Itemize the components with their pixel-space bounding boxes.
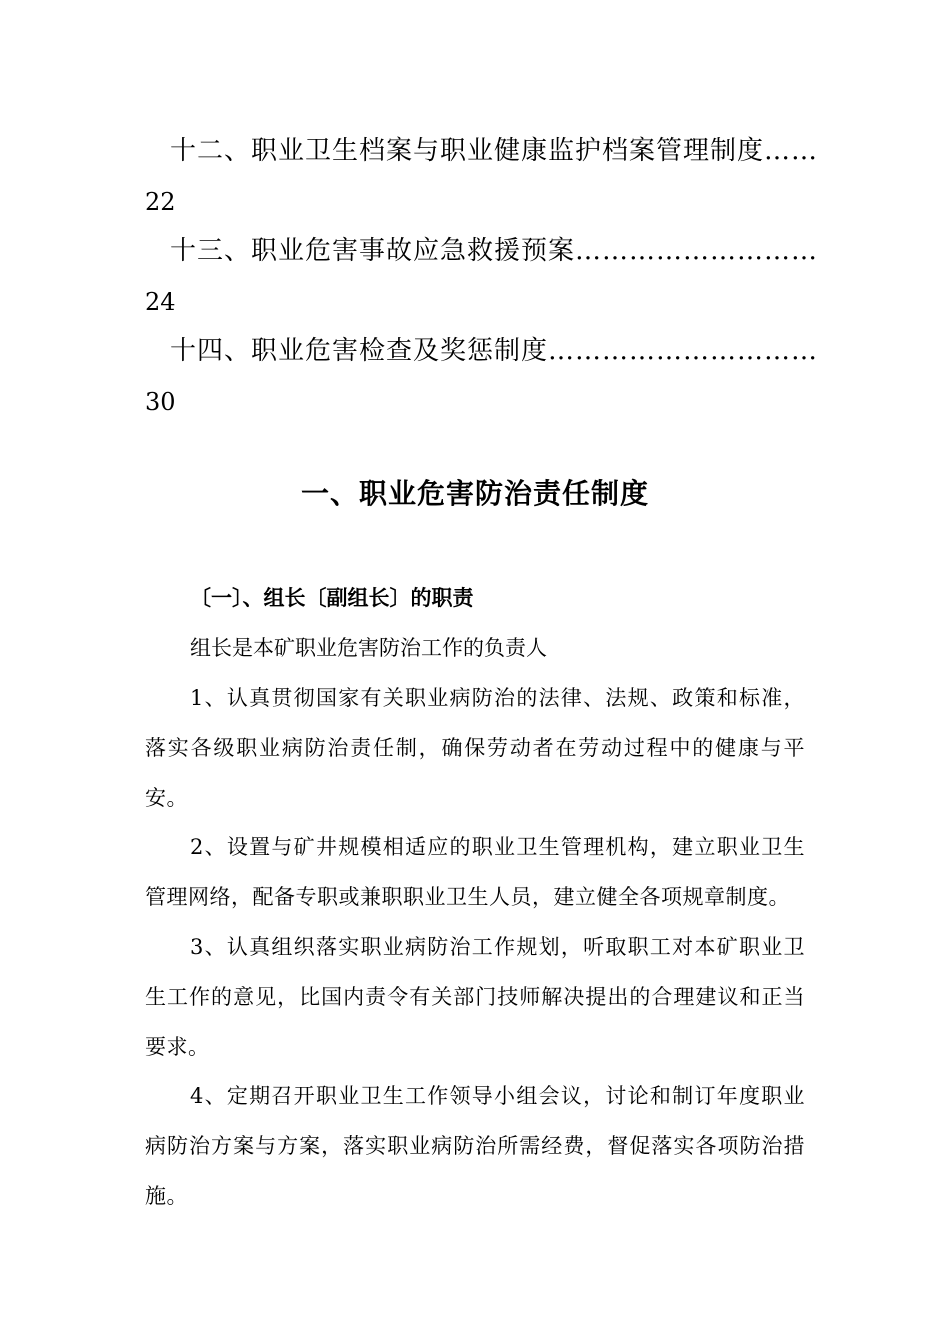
- paragraph-2: 2、设置与矿井规模相适应的职业卫生管理机构，建立职业卫生管理网络，配备专职或兼职职业卫生人员，建立健全各项规章制度。: [145, 835, 805, 909]
- subsection-heading: 〔一〕、组长〔副组长〕的职责: [190, 586, 474, 610]
- paragraph-1: 1、认真贯彻国家有关职业病防治的法律、法规、政策和标准，落实各级职业病防治责任制，确保劳动者在劳动过程中的健康与平安。: [145, 686, 805, 810]
- toc-entry-13-title: 十三、职业危害事故应急救援预案………………………: [170, 236, 819, 266]
- toc-entry-13-page: 24: [145, 288, 176, 316]
- lead-sentence: 组长是本矿职业危害防治工作的负责人: [190, 636, 547, 660]
- toc-entry-14-page: 30: [145, 388, 176, 416]
- toc-entry-14-title: 十四、职业危害检查及奖惩制度…………………………: [170, 336, 819, 366]
- paragraph-3: 3、认真组织落实职业病防治工作规划，听取职工对本矿职业卫生工作的意见，比国内责令有关部门技师解决提出的合理建议和正当要求。: [145, 935, 805, 1059]
- toc-entry-12-page: 22: [145, 188, 176, 216]
- toc-entry-12-title: 十二、职业卫生档案与职业健康监护档案管理制度……: [170, 136, 819, 166]
- paragraph-4: 4、定期召开职业卫生工作领导小组会议，讨论和制订年度职业病防治方案与方案，落实职业病防治所需经费，督促落实各项防治措施。: [145, 1084, 805, 1208]
- section-heading: 一、职业危害防治责任制度: [300, 477, 649, 510]
